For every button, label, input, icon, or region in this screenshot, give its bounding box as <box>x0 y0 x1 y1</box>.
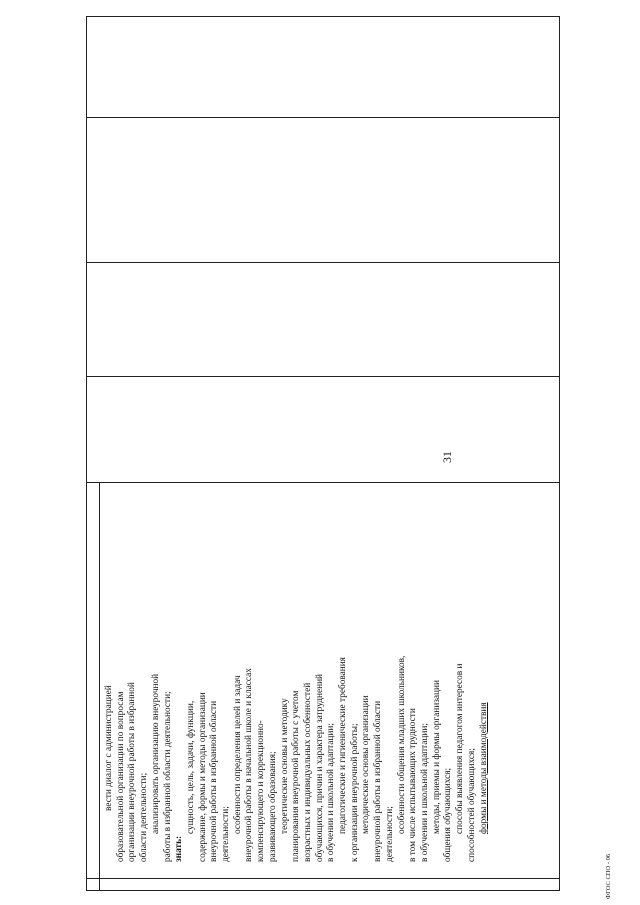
table-column-divider <box>87 117 559 118</box>
page-number: 31 <box>440 451 454 463</box>
table-row-divider <box>99 483 100 890</box>
text-line: в обучении и школьной адаптации; <box>326 723 337 862</box>
competency-text-cell <box>104 490 490 862</box>
text-line: вести диалог с администрацией <box>104 685 114 811</box>
text-line: к организации внеурочной работы; <box>349 723 360 862</box>
text-line: области деятельности; <box>139 772 150 862</box>
text-line: в том числе испытывающих трудности <box>408 708 419 862</box>
text-line: работы в избранной области деятельности; <box>162 691 173 862</box>
text-line: обучающихся, причин и характера затруднений <box>314 673 325 862</box>
text-line: формы и методы взаимодействия <box>478 702 489 834</box>
text-line: педагогические и гигиенические требования <box>338 657 349 834</box>
text-line: возрастных и индивидуальных особенностей <box>302 682 313 862</box>
text-line: планирования внеурочной работы с учетом <box>291 690 302 862</box>
text-line: методические основы организации <box>361 695 372 834</box>
text-line: деятельности; <box>384 806 395 862</box>
text-line: внеурочной работы в начальной школе и классах <box>244 668 255 862</box>
text-line: деятельности; <box>221 806 232 862</box>
text-line: особенности определения целей и задач <box>232 675 243 834</box>
text-line: общения обучающихся; <box>443 767 454 862</box>
text-line: развивающего образования; <box>267 751 278 862</box>
text-line: внеурочной работы в избранной области <box>209 700 220 862</box>
section-heading-know: знать: <box>174 835 185 862</box>
text-line: особенности общения младших школьников, <box>396 655 407 834</box>
footer-code: ФГОС СПО - 06 <box>605 853 612 899</box>
text-line: компенсирующего и коррекционно- <box>256 720 267 862</box>
text-line: организации внеурочной работы в избранной <box>127 682 138 862</box>
curriculum-table <box>86 16 560 891</box>
text-line: анализировать организацию внеурочной <box>150 673 161 834</box>
table-column-divider <box>87 482 559 483</box>
table-column-divider <box>87 878 559 879</box>
text-line: способностей обучающихся; <box>466 748 477 862</box>
text-line: сущность, цель, задачи, функции, <box>185 700 196 834</box>
text-line: способы выявления педагогом интересов и <box>455 663 466 834</box>
text-line: образовательной организации по вопросам <box>115 691 126 862</box>
table-column-divider <box>87 262 559 263</box>
text-line: теоретические основы и методику <box>279 698 290 834</box>
text-line: методы, приемы и формы организации <box>431 680 442 834</box>
text-line: содержание, формы и методы организации <box>197 692 208 862</box>
text-line: в обучении и школьной адаптации; <box>419 723 430 862</box>
table-column-divider <box>87 376 559 377</box>
text-line: внеурочной работы в избранной области <box>373 700 384 862</box>
